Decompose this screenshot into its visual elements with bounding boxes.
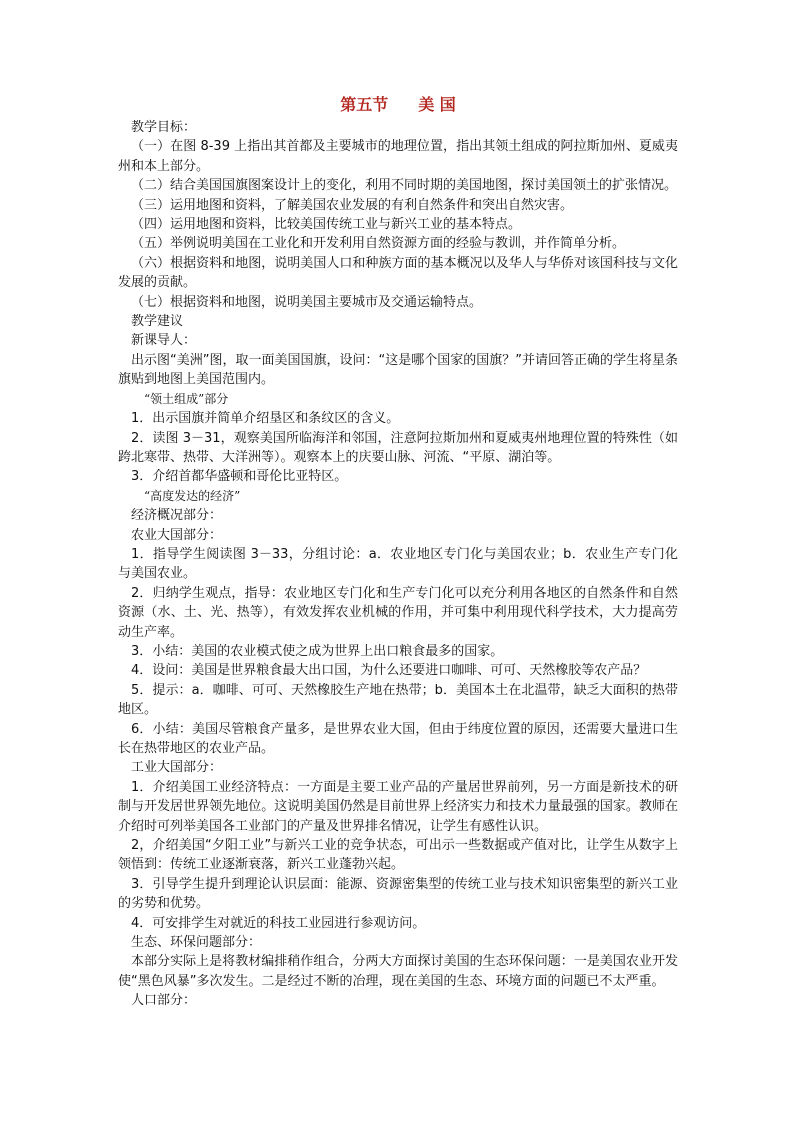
goal-2: （二）结合美国国旗图案设计上的变化，利用不同时期的美国地图，探讨美国领土的扩张情况。	[131, 178, 678, 194]
territory-item-3: 3．介绍首都华盛顿和哥伦比亚特区。	[131, 469, 348, 485]
industry-item-1: 1．介绍美国工业经济特点：一方面是主要工业产品的产量居世界前列，另一方面是新技术的研制与开发居世界领先地位。这说明美国仍然是目前世界上经济实力和技术力量最强的国家。教师在介绍时可列举美国各工业部门的产量及世界排名情况，让学生有感性认识。	[118, 779, 678, 834]
heading-ecology: 生态、环保问题部分：	[131, 935, 262, 951]
heading-teaching-goals: 教学目标：	[131, 120, 197, 135]
industry-item-2: 2，介绍美国“夕阳工业”与新兴工业的竞争状态，可出示一些数据或产值对比，让学生从数字上领悟到：传统工业逐渐衰落，新兴工业蓬勃兴起。	[118, 838, 678, 873]
goal-3: （三）运用地图和资料，了解美国农业发展的有利自然条件和突出自然灾害。	[131, 197, 574, 213]
heading-teaching-suggestions: 教学建议	[131, 314, 184, 330]
heading-agriculture: 农业大国部分：	[131, 527, 223, 543]
heading-industry: 工业大国部分：	[131, 760, 223, 776]
territory-item-2: 2．读图 3－31，观察美国所临海洋和邻国，注意阿拉斯加州和夏威夷州地理位置的特殊性（如跨北寒带、热带、大洋洲等）。观察本上的庆要山脉、河流、“平原、湖泊等。	[118, 430, 678, 465]
goal-7: （七）根据资料和地图，说明美国主要城市及交通运输特点。	[131, 294, 483, 310]
subheading-economy: “高度发达的经济”	[144, 488, 241, 503]
subheading-territory: “领土组成”部分	[144, 391, 229, 406]
goal-6: （六）根据资料和地图，说明美国人口和种族方面的基本概况以及华人与华侨对该国科技与文化发展的贡献。	[118, 255, 678, 291]
agriculture-item-6: 6．小结：美国尽管粮食产量多，是世界农业大国，但由于纬度位置的原因，还需要大量进口生长在热带地区的农业产品。	[118, 721, 678, 756]
territory-item-1: 1．出示国旗并简单介绍垦区和条纹区的含义。	[131, 411, 400, 427]
goal-1: （一）在图 8-39 上指出其首都及主要城市的地理位置，指出其领土组成的阿拉斯加州、夏威夷州和本上部分。	[118, 139, 678, 174]
agriculture-item-4: 4．设问：美国是世界粮食最大出口国，为什么还要进口咖啡、可可、天然橡胶等农产品？	[131, 663, 647, 679]
document-page	[118, 94, 678, 1011]
title-section-number: 第五节	[340, 95, 389, 114]
agriculture-item-2: 2．归纳学生观点，指导：农业地区专门化和生产专门化可以充分利用各地区的自然条件和自然资源（水、土、光、热等），有效发挥农业机械的作用，并可集中利用现代科学技术，大力提高劳动生产率。	[118, 585, 678, 640]
heading-lesson-intro: 新课导人：	[131, 333, 197, 349]
page-title	[118, 94, 678, 116]
intro-paragraph: 出示图“美洲”图，取一面美国国旗，设问：“这是哪个国家的国旗？”并请回答正确的学生将星条旗贴到地图上美国范围内。	[118, 352, 678, 388]
agriculture-item-1: 1．指导学生阅读图 3－33，分组讨论：a．农业地区专门化与美国农业；b．农业生产专门化与美国农业。	[118, 546, 678, 582]
industry-item-4: 4．可安排学生对就近的科技工业园进行参观访问。	[131, 915, 426, 931]
ecology-paragraph: 本部分实际上是将教材编排稍作组合，分两大方面探讨美国的生态环保问题：一是美国农业开发使“黑色风暴”多次发生。二是经过不断的冶理，现在美国的生态、环境方面的问题已不太严重。	[118, 954, 678, 989]
title-country: 美 国	[418, 95, 456, 114]
agriculture-item-3: 3．小结：美国的农业模式使之成为世界上出口粮食最多的国家。	[131, 643, 504, 659]
agriculture-item-5: 5．提示：a．咖啡、可可、天然橡胶生产地在热带；b．美国本土在北温带，缺乏大面积的热带地区。	[118, 682, 678, 718]
heading-economy-overview: 经济概况部分：	[131, 508, 223, 524]
heading-population: 人口部分：	[131, 993, 197, 1009]
goal-4: （四）运用地图和资料，比较美国传统工业与新兴工业的基本特点。	[131, 217, 522, 233]
industry-item-3: 3．引导学生提升到理论认识层面：能源、资源密集型的传统工业与技术知识密集型的新兴工业的劣势和优势。	[118, 876, 678, 912]
goal-5: （五）举例说明美国在工业化和开发利用自然资源方面的经验与教训，并作简单分析。	[131, 236, 626, 252]
